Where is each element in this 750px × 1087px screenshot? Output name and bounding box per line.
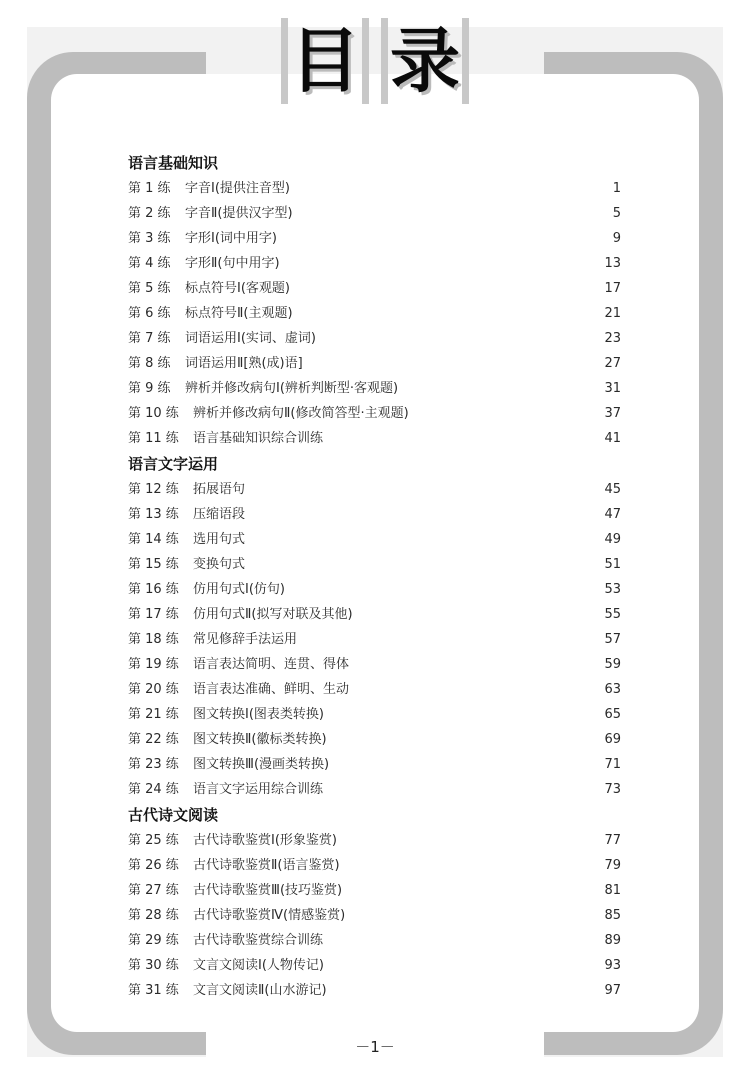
toc-entry-page: 77	[604, 833, 621, 848]
toc-entry-number: 第 17 练	[128, 607, 179, 622]
toc-entry-number: 第 6 练	[128, 306, 171, 321]
toc-entry-number: 第 19 练	[128, 657, 179, 672]
toc-entry[interactable]	[128, 176, 624, 201]
toc-entry-page: 9	[612, 231, 621, 246]
toc-entry-number: 第 12 练	[128, 482, 179, 497]
toc-entry-number: 第 22 练	[128, 732, 179, 747]
toc-entry[interactable]	[128, 727, 624, 752]
toc-entry-title: 压缩语段	[193, 507, 246, 522]
toc-entry-title: 辨析并修改病句Ⅱ(修改简答型·主观题)	[193, 406, 409, 421]
toc-entry-page: 71	[604, 757, 621, 772]
toc-entry-title: 常见修辞手法运用	[193, 632, 298, 647]
toc-entry-title: 古代诗歌鉴赏Ⅲ(技巧鉴赏)	[193, 883, 343, 898]
title-char-1: 目	[281, 18, 369, 104]
section-title: 古代诗文阅读	[128, 806, 219, 824]
toc-entry-number: 第 9 练	[128, 381, 171, 396]
toc-entry[interactable]	[128, 777, 624, 802]
toc-entry-page: 1	[612, 181, 621, 196]
toc-entry[interactable]	[128, 226, 624, 251]
toc-entry[interactable]	[128, 903, 624, 928]
toc-entry-title: 标点符号Ⅰ(客观题)	[185, 281, 290, 296]
toc-entry-page: 79	[604, 858, 621, 873]
toc-entry-page: 53	[604, 582, 621, 597]
toc-entry-number: 第 21 练	[128, 707, 179, 722]
toc-entry-title: 字音Ⅱ(提供汉字型)	[185, 206, 293, 221]
toc-entry-number: 第 28 练	[128, 908, 179, 923]
toc-entry[interactable]	[128, 251, 624, 276]
toc-entry-page: 63	[604, 682, 621, 697]
toc-entry[interactable]	[128, 527, 624, 552]
toc-entry-number: 第 5 练	[128, 281, 171, 296]
page-title	[0, 18, 750, 104]
toc-entry-page: 93	[604, 958, 621, 973]
toc-entry-number: 第 4 练	[128, 256, 171, 271]
toc-entry-title: 图文转换Ⅱ(徽标类转换)	[193, 732, 327, 747]
toc-entry[interactable]	[128, 552, 624, 577]
toc-entry-title: 变换句式	[193, 557, 246, 572]
toc-entry-page: 69	[604, 732, 621, 747]
toc-entry[interactable]	[128, 878, 624, 903]
toc-entry[interactable]	[128, 477, 624, 502]
toc-entry-title: 辨析并修改病句Ⅰ(辨析判断型·客观题)	[185, 381, 399, 396]
toc-entry[interactable]	[128, 351, 624, 376]
table-of-contents	[128, 150, 624, 1003]
toc-entry-page: 27	[604, 356, 621, 371]
toc-entry-number: 第 15 练	[128, 557, 179, 572]
toc-entry-number: 第 10 练	[128, 406, 179, 421]
toc-entry-title: 选用句式	[193, 532, 246, 547]
toc-entry[interactable]	[128, 276, 624, 301]
toc-entry[interactable]	[128, 627, 624, 652]
section-title: 语言文字运用	[128, 455, 219, 473]
toc-entry-title: 图文转换Ⅰ(图表类转换)	[193, 707, 324, 722]
toc-entry[interactable]	[128, 577, 624, 602]
toc-entry[interactable]	[128, 602, 624, 627]
toc-entry-page: 23	[604, 331, 621, 346]
toc-entry-page: 17	[604, 281, 621, 296]
toc-entry[interactable]	[128, 301, 624, 326]
toc-entry-title: 字音Ⅰ(提供注音型)	[185, 181, 290, 196]
toc-entry-number: 第 3 练	[128, 231, 171, 246]
toc-entry[interactable]	[128, 928, 624, 953]
toc-entry-page: 81	[604, 883, 621, 898]
toc-entry[interactable]	[128, 426, 624, 451]
toc-entry-number: 第 7 练	[128, 331, 171, 346]
toc-entry[interactable]	[128, 652, 624, 677]
toc-entry[interactable]	[128, 752, 624, 777]
toc-entry-number: 第 31 练	[128, 983, 179, 998]
toc-entry-page: 21	[604, 306, 621, 321]
toc-entry-number: 第 14 练	[128, 532, 179, 547]
toc-entry-number: 第 2 练	[128, 206, 171, 221]
toc-entry-title: 语言基础知识综合训练	[193, 431, 324, 446]
toc-entry-number: 第 13 练	[128, 507, 179, 522]
toc-entry[interactable]	[128, 376, 624, 401]
toc-entry-page: 45	[604, 482, 621, 497]
toc-entry-number: 第 18 练	[128, 632, 179, 647]
toc-entry-title: 古代诗歌鉴赏综合训练	[193, 933, 324, 948]
toc-entry[interactable]	[128, 702, 624, 727]
toc-entry-title: 古代诗歌鉴赏Ⅰ(形象鉴赏)	[193, 833, 337, 848]
toc-entry-page: 47	[604, 507, 621, 522]
page-number: －1－	[355, 1038, 395, 1056]
toc-entry-page: 49	[604, 532, 621, 547]
toc-entry-page: 73	[604, 782, 621, 797]
toc-entry-page: 41	[604, 431, 621, 446]
toc-entry-page: 97	[604, 983, 621, 998]
toc-entry-title: 字形Ⅰ(词中用字)	[185, 231, 277, 246]
toc-entry[interactable]	[128, 502, 624, 527]
toc-entry-number: 第 30 练	[128, 958, 179, 973]
toc-entry-title: 语言文字运用综合训练	[193, 782, 324, 797]
toc-entry-page: 5	[612, 206, 621, 221]
toc-entry-title: 古代诗歌鉴赏Ⅱ(语言鉴赏)	[193, 858, 340, 873]
toc-entry-number: 第 29 练	[128, 933, 179, 948]
toc-entry-title: 语言表达准确、鲜明、生动	[193, 682, 350, 697]
toc-entry-title: 文言文阅读Ⅱ(山水游记)	[193, 983, 327, 998]
toc-entry-page: 89	[604, 933, 621, 948]
toc-entry-title: 词语运用Ⅰ(实词、虚词)	[185, 331, 316, 346]
toc-entry-page: 13	[604, 256, 621, 271]
toc-entry[interactable]	[128, 201, 624, 226]
toc-entry-title: 拓展语句	[193, 482, 246, 497]
toc-entry-title: 仿用句式Ⅱ(拟写对联及其他)	[193, 607, 353, 622]
toc-entry[interactable]	[128, 326, 624, 351]
toc-entry[interactable]	[128, 978, 624, 1003]
toc-entry-title: 字形Ⅱ(句中用字)	[185, 256, 280, 271]
toc-entry-page: 51	[604, 557, 621, 572]
toc-entry-page: 57	[604, 632, 621, 647]
toc-entry-number: 第 16 练	[128, 582, 179, 597]
toc-entry-number: 第 11 练	[128, 431, 179, 446]
toc-entry-page: 31	[604, 381, 621, 396]
toc-entry-title: 图文转换Ⅲ(漫画类转换)	[193, 757, 330, 772]
toc-entry[interactable]	[128, 677, 624, 702]
toc-entry-page: 59	[604, 657, 621, 672]
toc-entry-number: 第 26 练	[128, 858, 179, 873]
title-char-2: 录	[381, 18, 469, 104]
toc-entry-number: 第 27 练	[128, 883, 179, 898]
toc-entry-title: 标点符号Ⅱ(主观题)	[185, 306, 293, 321]
toc-entry-title: 词语运用Ⅱ[熟(成)语]	[185, 356, 303, 371]
toc-entry-number: 第 20 练	[128, 682, 179, 697]
toc-entry-number: 第 8 练	[128, 356, 171, 371]
section-title: 语言基础知识	[128, 154, 219, 172]
toc-entry-title: 古代诗歌鉴赏Ⅳ(情感鉴赏)	[193, 908, 346, 923]
toc-entry-number: 第 23 练	[128, 757, 179, 772]
toc-entry-number: 第 1 练	[128, 181, 171, 196]
toc-entry-title: 语言表达简明、连贯、得体	[193, 657, 350, 672]
toc-entry-number: 第 24 练	[128, 782, 179, 797]
toc-entry-page: 65	[604, 707, 621, 722]
toc-entry-page: 85	[604, 908, 621, 923]
toc-entry[interactable]	[128, 953, 624, 978]
toc-entry-page: 55	[604, 607, 621, 622]
toc-entry[interactable]	[128, 401, 624, 426]
toc-entry-number: 第 25 练	[128, 833, 179, 848]
toc-entry-title: 文言文阅读Ⅰ(人物传记)	[193, 958, 324, 973]
toc-entry[interactable]	[128, 853, 624, 878]
toc-entry-title: 仿用句式Ⅰ(仿句)	[193, 582, 285, 597]
toc-entry[interactable]	[128, 828, 624, 853]
toc-entry-page: 37	[604, 406, 621, 421]
